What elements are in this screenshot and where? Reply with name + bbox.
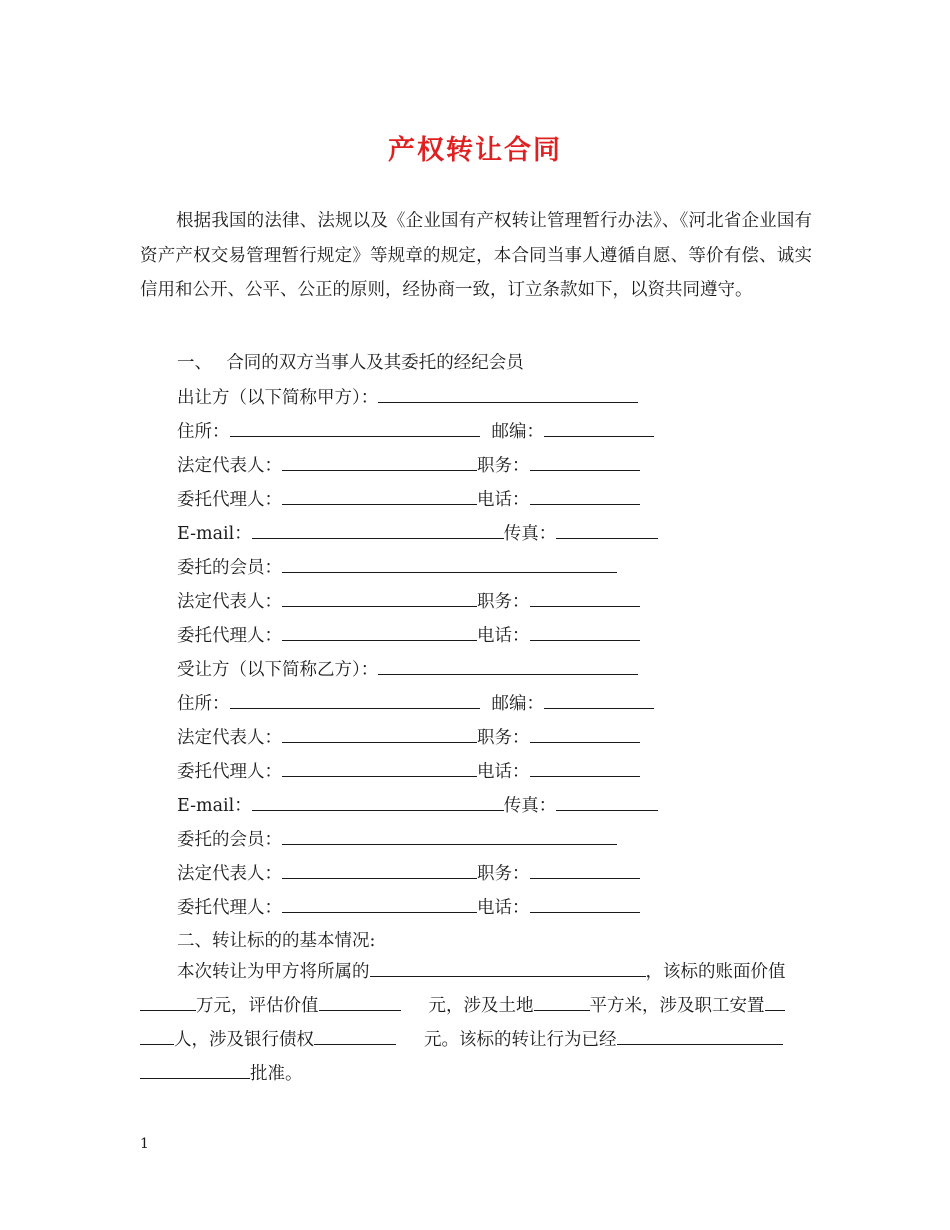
- party-b-position-blank[interactable]: [530, 724, 640, 743]
- party-b-name-blank[interactable]: [378, 656, 638, 675]
- appraised-value-blank[interactable]: [319, 992, 401, 1011]
- party-a-member-agent-row: [177, 622, 640, 648]
- party-b-member-label: 委托的会员：: [177, 830, 282, 850]
- party-b-agent-label: 委托代理人：: [177, 762, 282, 782]
- party-b-fax-label: 传真：: [503, 796, 557, 816]
- party-a-member-phone-blank[interactable]: [530, 622, 640, 641]
- approval-authority-blank-start[interactable]: [617, 1026, 783, 1045]
- party-b-name-row: [177, 656, 638, 682]
- party-b-member-phone-label: 电话：: [477, 898, 530, 918]
- party-b-email-row: [177, 792, 658, 818]
- party-b-member-row: [177, 826, 617, 852]
- party-b-phone-blank[interactable]: [530, 758, 640, 777]
- party-b-legal-rep-row: [177, 724, 640, 750]
- party-b-postcode-blank[interactable]: [544, 690, 654, 709]
- section2-row-1: [177, 958, 786, 984]
- party-a-legal-rep-label: 法定代表人：: [177, 456, 282, 476]
- section2-text-7: 元。该标的转让行为已经: [424, 1030, 617, 1050]
- section2-text-1: 本次转让为甲方将所属的: [177, 962, 370, 982]
- party-b-email-blank[interactable]: [252, 792, 504, 811]
- staff-count-blank-start[interactable]: [765, 992, 785, 1011]
- book-value-blank[interactable]: [140, 992, 196, 1011]
- intro-paragraph: 根据我国的法律、法规以及《企业国有产权转让管理暂行办法》、《河北省企业国有资产产权交易管理暂行规定》等规章的规定，本合同当事人遵循自愿、等价有偿、诚实信用和公开、公平、公正的原则，经协商一致，订立条款如下，以资共同遵守。: [140, 211, 812, 300]
- party-a-phone-label: 电话：: [477, 490, 530, 510]
- section2-row-2: [140, 992, 785, 1018]
- party-a-position-blank[interactable]: [530, 452, 640, 471]
- party-b-fax-blank[interactable]: [556, 792, 658, 811]
- section2-row-4: [140, 1060, 303, 1086]
- party-a-agent-blank[interactable]: [282, 486, 477, 505]
- party-b-phone-label: 电话：: [477, 762, 530, 782]
- document-title: 产权转让合同: [388, 135, 562, 166]
- party-a-legal-rep-row: [177, 452, 640, 478]
- party-b-position-label: 职务：: [477, 728, 530, 748]
- party-a-member-agent-label: 委托代理人：: [177, 626, 282, 646]
- party-a-phone-blank[interactable]: [530, 486, 640, 505]
- party-b-member-phone-blank[interactable]: [530, 894, 640, 913]
- party-a-email-row: [177, 520, 658, 546]
- party-a-member-position-blank[interactable]: [530, 588, 640, 607]
- section2-text-8: 批准。: [250, 1064, 303, 1084]
- party-b-member-blank[interactable]: [282, 826, 617, 845]
- party-a-name-label: 出让方（以下简称甲方）：: [177, 388, 379, 408]
- party-a-member-legal-rep-row: [177, 588, 640, 614]
- party-b-member-agent-label: 委托代理人：: [177, 898, 282, 918]
- party-a-legal-rep-blank[interactable]: [282, 452, 477, 471]
- party-a-member-agent-blank[interactable]: [282, 622, 477, 641]
- party-b-legal-rep-blank[interactable]: [282, 724, 477, 743]
- party-b-member-position-label: 职务：: [477, 864, 530, 884]
- transfer-object-blank[interactable]: [370, 958, 646, 977]
- party-a-member-phone-label: 电话：: [477, 626, 530, 646]
- party-b-member-legal-rep-row: [177, 860, 640, 886]
- section2-text-5: 平方米，涉及职工安置: [589, 996, 765, 1016]
- party-a-email-blank[interactable]: [252, 520, 504, 539]
- page-number: 1: [140, 1136, 149, 1152]
- party-b-agent-blank[interactable]: [282, 758, 477, 777]
- section2-text-6: 人，涉及银行债权: [174, 1030, 314, 1050]
- party-b-address-row: [177, 690, 654, 716]
- party-a-member-row: [177, 554, 617, 580]
- party-b-address-blank[interactable]: [230, 690, 480, 709]
- party-a-address-blank[interactable]: [230, 418, 480, 437]
- party-a-address-row: [177, 418, 654, 444]
- section2-text-3: 万元，评估价值: [196, 996, 319, 1016]
- bank-debt-blank[interactable]: [314, 1026, 396, 1045]
- party-b-name-label: 受让方（以下简称乙方）：: [177, 660, 379, 680]
- section2-row-3: [140, 1026, 783, 1052]
- party-a-email-label: E-mail：: [177, 524, 252, 544]
- party-a-agent-row: [177, 486, 640, 512]
- party-b-member-agent-blank[interactable]: [282, 894, 477, 913]
- party-a-fax-label: 传真：: [503, 524, 557, 544]
- party-a-member-blank[interactable]: [282, 554, 617, 573]
- party-b-email-label: E-mail：: [177, 796, 252, 816]
- party-b-legal-rep-label: 法定代表人：: [177, 728, 282, 748]
- party-a-name-blank[interactable]: [378, 384, 638, 403]
- party-a-address-label: 住所：: [177, 422, 230, 442]
- party-a-member-legal-rep-label: 法定代表人：: [177, 592, 282, 612]
- party-b-member-agent-row: [177, 894, 640, 920]
- party-a-fax-blank[interactable]: [556, 520, 658, 539]
- section2-text-4: 元，涉及土地: [428, 996, 534, 1016]
- party-a-agent-label: 委托代理人：: [177, 490, 282, 510]
- party-a-position-label: 职务：: [477, 456, 530, 476]
- section2-text-2: ，该标的账面价值: [645, 962, 786, 982]
- party-a-postcode-blank[interactable]: [544, 418, 654, 437]
- party-a-member-legal-rep-blank[interactable]: [282, 588, 477, 607]
- party-a-member-label: 委托的会员：: [177, 558, 282, 578]
- party-b-member-legal-rep-label: 法定代表人：: [177, 864, 282, 884]
- party-a-postcode-label: 邮编：: [491, 422, 544, 442]
- section2-heading: 二、转让标的的基本情况:: [177, 931, 376, 951]
- party-b-member-position-blank[interactable]: [530, 860, 640, 879]
- approval-authority-blank-end[interactable]: [140, 1060, 250, 1079]
- party-a-name-row: [177, 384, 638, 410]
- land-area-blank[interactable]: [534, 992, 590, 1011]
- party-b-postcode-label: 邮编：: [491, 694, 544, 714]
- party-b-agent-row: [177, 758, 640, 784]
- section1-heading: 一、 合同的双方当事人及其委托的经纪会员: [177, 353, 524, 373]
- party-a-member-position-label: 职务：: [477, 592, 530, 612]
- staff-count-blank-end[interactable]: [140, 1026, 174, 1045]
- party-b-member-legal-rep-blank[interactable]: [282, 860, 477, 879]
- party-b-address-label: 住所：: [177, 694, 230, 714]
